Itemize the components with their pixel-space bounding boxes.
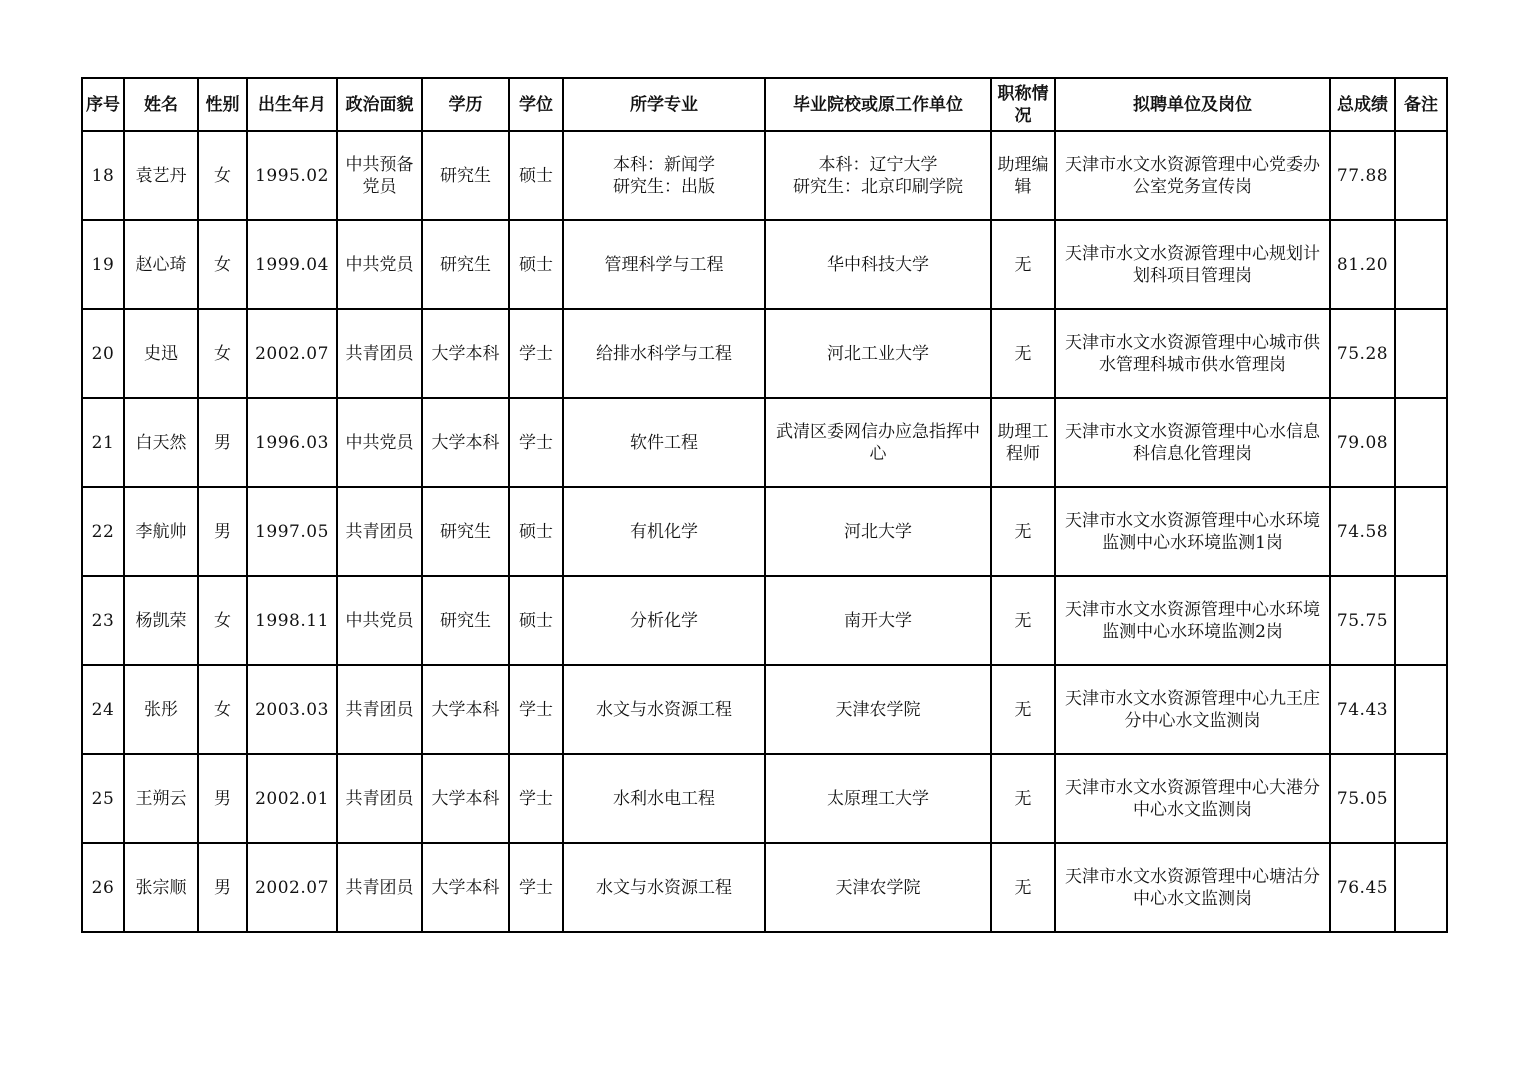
header-gender: 性别 — [198, 78, 247, 131]
cell-school — [765, 398, 991, 487]
cell-major-line: 有机化学 — [630, 521, 698, 542]
cell-school-line: 本科：辽宁大学 — [818, 154, 938, 175]
cell-note — [1395, 309, 1447, 398]
cell-position: 天津市水文水资源管理中心规划计划科项目管理岗 — [1055, 220, 1330, 309]
cell-position: 天津市水文水资源管理中心城市供水管理科城市供水管理岗 — [1055, 309, 1330, 398]
table-row — [82, 754, 1447, 843]
cell-gender: 男 — [198, 398, 247, 487]
cell-seq: 21 — [82, 398, 124, 487]
results-table-container — [81, 77, 1446, 933]
header-birth: 出生年月 — [247, 78, 337, 131]
cell-major-line: 给排水科学与工程 — [596, 343, 732, 364]
cell-name: 白天然 — [124, 398, 198, 487]
cell-major-line: 研究生：出版 — [613, 176, 715, 197]
cell-major — [563, 131, 765, 220]
cell-gender: 男 — [198, 843, 247, 932]
cell-political: 中共党员 — [337, 220, 422, 309]
cell-major-line: 分析化学 — [630, 610, 698, 631]
header-position: 拟聘单位及岗位 — [1055, 78, 1330, 131]
header-school: 毕业院校或原工作单位 — [765, 78, 991, 131]
cell-school — [765, 754, 991, 843]
cell-degree: 学士 — [509, 398, 563, 487]
cell-position: 天津市水文水资源管理中心九王庄分中心水文监测岗 — [1055, 665, 1330, 754]
cell-school-line: 河北工业大学 — [827, 343, 929, 364]
cell-note — [1395, 843, 1447, 932]
cell-score: 74.58 — [1330, 487, 1395, 576]
cell-note — [1395, 131, 1447, 220]
cell-political: 共青团员 — [337, 665, 422, 754]
cell-major-line: 本科：新闻学 — [613, 154, 715, 175]
cell-major — [563, 754, 765, 843]
cell-political: 共青团员 — [337, 487, 422, 576]
cell-school — [765, 843, 991, 932]
cell-education: 研究生 — [422, 220, 509, 309]
header-title: 职称情况 — [991, 78, 1055, 131]
cell-score: 76.45 — [1330, 843, 1395, 932]
cell-name: 赵心琦 — [124, 220, 198, 309]
cell-political: 中共党员 — [337, 576, 422, 665]
cell-score: 77.88 — [1330, 131, 1395, 220]
cell-name: 张彤 — [124, 665, 198, 754]
cell-education: 研究生 — [422, 131, 509, 220]
cell-birth: 2003.03 — [247, 665, 337, 754]
cell-birth: 1996.03 — [247, 398, 337, 487]
cell-major-line: 管理科学与工程 — [604, 254, 724, 275]
cell-name: 张宗顺 — [124, 843, 198, 932]
cell-birth: 1998.11 — [247, 576, 337, 665]
header-seq: 序号 — [82, 78, 124, 131]
cell-political: 共青团员 — [337, 754, 422, 843]
cell-degree: 硕士 — [509, 131, 563, 220]
cell-birth: 2002.07 — [247, 309, 337, 398]
cell-note — [1395, 665, 1447, 754]
cell-school — [765, 309, 991, 398]
cell-birth: 1995.02 — [247, 131, 337, 220]
cell-school — [765, 576, 991, 665]
cell-school — [765, 220, 991, 309]
cell-birth: 1997.05 — [247, 487, 337, 576]
cell-school-line: 太原理工大学 — [827, 788, 929, 809]
cell-gender: 女 — [198, 665, 247, 754]
cell-seq: 24 — [82, 665, 124, 754]
cell-degree: 硕士 — [509, 220, 563, 309]
cell-school-line: 天津农学院 — [835, 877, 921, 898]
cell-name: 袁艺丹 — [124, 131, 198, 220]
cell-school-line: 南开大学 — [844, 610, 912, 631]
cell-school — [765, 665, 991, 754]
results-table — [81, 77, 1448, 933]
cell-education: 大学本科 — [422, 754, 509, 843]
cell-gender: 男 — [198, 754, 247, 843]
header-score: 总成绩 — [1330, 78, 1395, 131]
cell-degree: 硕士 — [509, 487, 563, 576]
cell-position: 天津市水文水资源管理中心塘沽分中心水文监测岗 — [1055, 843, 1330, 932]
cell-degree: 学士 — [509, 843, 563, 932]
cell-title: 助理编辑 — [991, 131, 1055, 220]
cell-major-line: 水文与水资源工程 — [596, 877, 732, 898]
cell-position: 天津市水文水资源管理中心大港分中心水文监测岗 — [1055, 754, 1330, 843]
cell-education: 研究生 — [422, 576, 509, 665]
cell-school-line: 研究生：北京印刷学院 — [793, 176, 963, 197]
cell-gender: 女 — [198, 220, 247, 309]
cell-major — [563, 843, 765, 932]
header-name: 姓名 — [124, 78, 198, 131]
cell-political: 中共党员 — [337, 398, 422, 487]
cell-note — [1395, 754, 1447, 843]
cell-seq: 26 — [82, 843, 124, 932]
cell-score: 75.75 — [1330, 576, 1395, 665]
cell-seq: 20 — [82, 309, 124, 398]
cell-school — [765, 487, 991, 576]
cell-major-line: 水利水电工程 — [613, 788, 715, 809]
cell-major — [563, 665, 765, 754]
cell-title: 无 — [991, 665, 1055, 754]
cell-birth: 1999.04 — [247, 220, 337, 309]
cell-education: 大学本科 — [422, 398, 509, 487]
cell-gender: 女 — [198, 309, 247, 398]
cell-education: 大学本科 — [422, 309, 509, 398]
cell-gender: 男 — [198, 487, 247, 576]
table-row — [82, 309, 1447, 398]
cell-score: 75.05 — [1330, 754, 1395, 843]
cell-school — [765, 131, 991, 220]
cell-seq: 25 — [82, 754, 124, 843]
table-row — [82, 131, 1447, 220]
cell-major — [563, 398, 765, 487]
header-row — [82, 78, 1447, 131]
cell-degree: 学士 — [509, 754, 563, 843]
cell-position: 天津市水文水资源管理中心水环境监测中心水环境监测2岗 — [1055, 576, 1330, 665]
cell-degree: 学士 — [509, 309, 563, 398]
cell-name: 杨凯荣 — [124, 576, 198, 665]
cell-school-line: 天津农学院 — [835, 699, 921, 720]
cell-birth: 2002.01 — [247, 754, 337, 843]
header-political: 政治面貌 — [337, 78, 422, 131]
cell-major-line: 软件工程 — [630, 432, 698, 453]
header-note: 备注 — [1395, 78, 1447, 131]
cell-degree: 硕士 — [509, 576, 563, 665]
cell-title: 无 — [991, 576, 1055, 665]
header-degree: 学位 — [509, 78, 563, 131]
cell-name: 王朔云 — [124, 754, 198, 843]
cell-note — [1395, 487, 1447, 576]
cell-major — [563, 487, 765, 576]
cell-political: 中共预备党员 — [337, 131, 422, 220]
cell-title: 助理工程师 — [991, 398, 1055, 487]
cell-position: 天津市水文水资源管理中心水环境监测中心水环境监测1岗 — [1055, 487, 1330, 576]
cell-position: 天津市水文水资源管理中心水信息科信息化管理岗 — [1055, 398, 1330, 487]
cell-education: 大学本科 — [422, 665, 509, 754]
cell-school-line: 河北大学 — [844, 521, 912, 542]
cell-score: 79.08 — [1330, 398, 1395, 487]
cell-school-line: 华中科技大学 — [827, 254, 929, 275]
cell-seq: 22 — [82, 487, 124, 576]
table-row — [82, 576, 1447, 665]
cell-gender: 女 — [198, 131, 247, 220]
header-education: 学历 — [422, 78, 509, 131]
cell-score: 74.43 — [1330, 665, 1395, 754]
table-row — [82, 220, 1447, 309]
cell-title: 无 — [991, 487, 1055, 576]
cell-major — [563, 309, 765, 398]
cell-name: 李航帅 — [124, 487, 198, 576]
cell-major — [563, 220, 765, 309]
cell-political: 共青团员 — [337, 309, 422, 398]
cell-score: 75.28 — [1330, 309, 1395, 398]
cell-birth: 2002.07 — [247, 843, 337, 932]
cell-education: 研究生 — [422, 487, 509, 576]
table-row — [82, 398, 1447, 487]
cell-political: 共青团员 — [337, 843, 422, 932]
cell-title: 无 — [991, 220, 1055, 309]
cell-major-line: 水文与水资源工程 — [596, 699, 732, 720]
cell-title: 无 — [991, 843, 1055, 932]
cell-score: 81.20 — [1330, 220, 1395, 309]
cell-seq: 19 — [82, 220, 124, 309]
table-row — [82, 843, 1447, 932]
cell-education: 大学本科 — [422, 843, 509, 932]
cell-name: 史迅 — [124, 309, 198, 398]
cell-note — [1395, 398, 1447, 487]
table-body — [82, 131, 1447, 932]
cell-gender: 女 — [198, 576, 247, 665]
cell-school-line: 武清区委网信办应急指挥中心 — [776, 421, 980, 464]
cell-title: 无 — [991, 309, 1055, 398]
cell-position: 天津市水文水资源管理中心党委办公室党务宣传岗 — [1055, 131, 1330, 220]
cell-note — [1395, 220, 1447, 309]
table-row — [82, 487, 1447, 576]
table-row — [82, 665, 1447, 754]
cell-major — [563, 576, 765, 665]
header-major: 所学专业 — [563, 78, 765, 131]
cell-note — [1395, 576, 1447, 665]
cell-seq: 18 — [82, 131, 124, 220]
cell-seq: 23 — [82, 576, 124, 665]
cell-degree: 学士 — [509, 665, 563, 754]
cell-title: 无 — [991, 754, 1055, 843]
